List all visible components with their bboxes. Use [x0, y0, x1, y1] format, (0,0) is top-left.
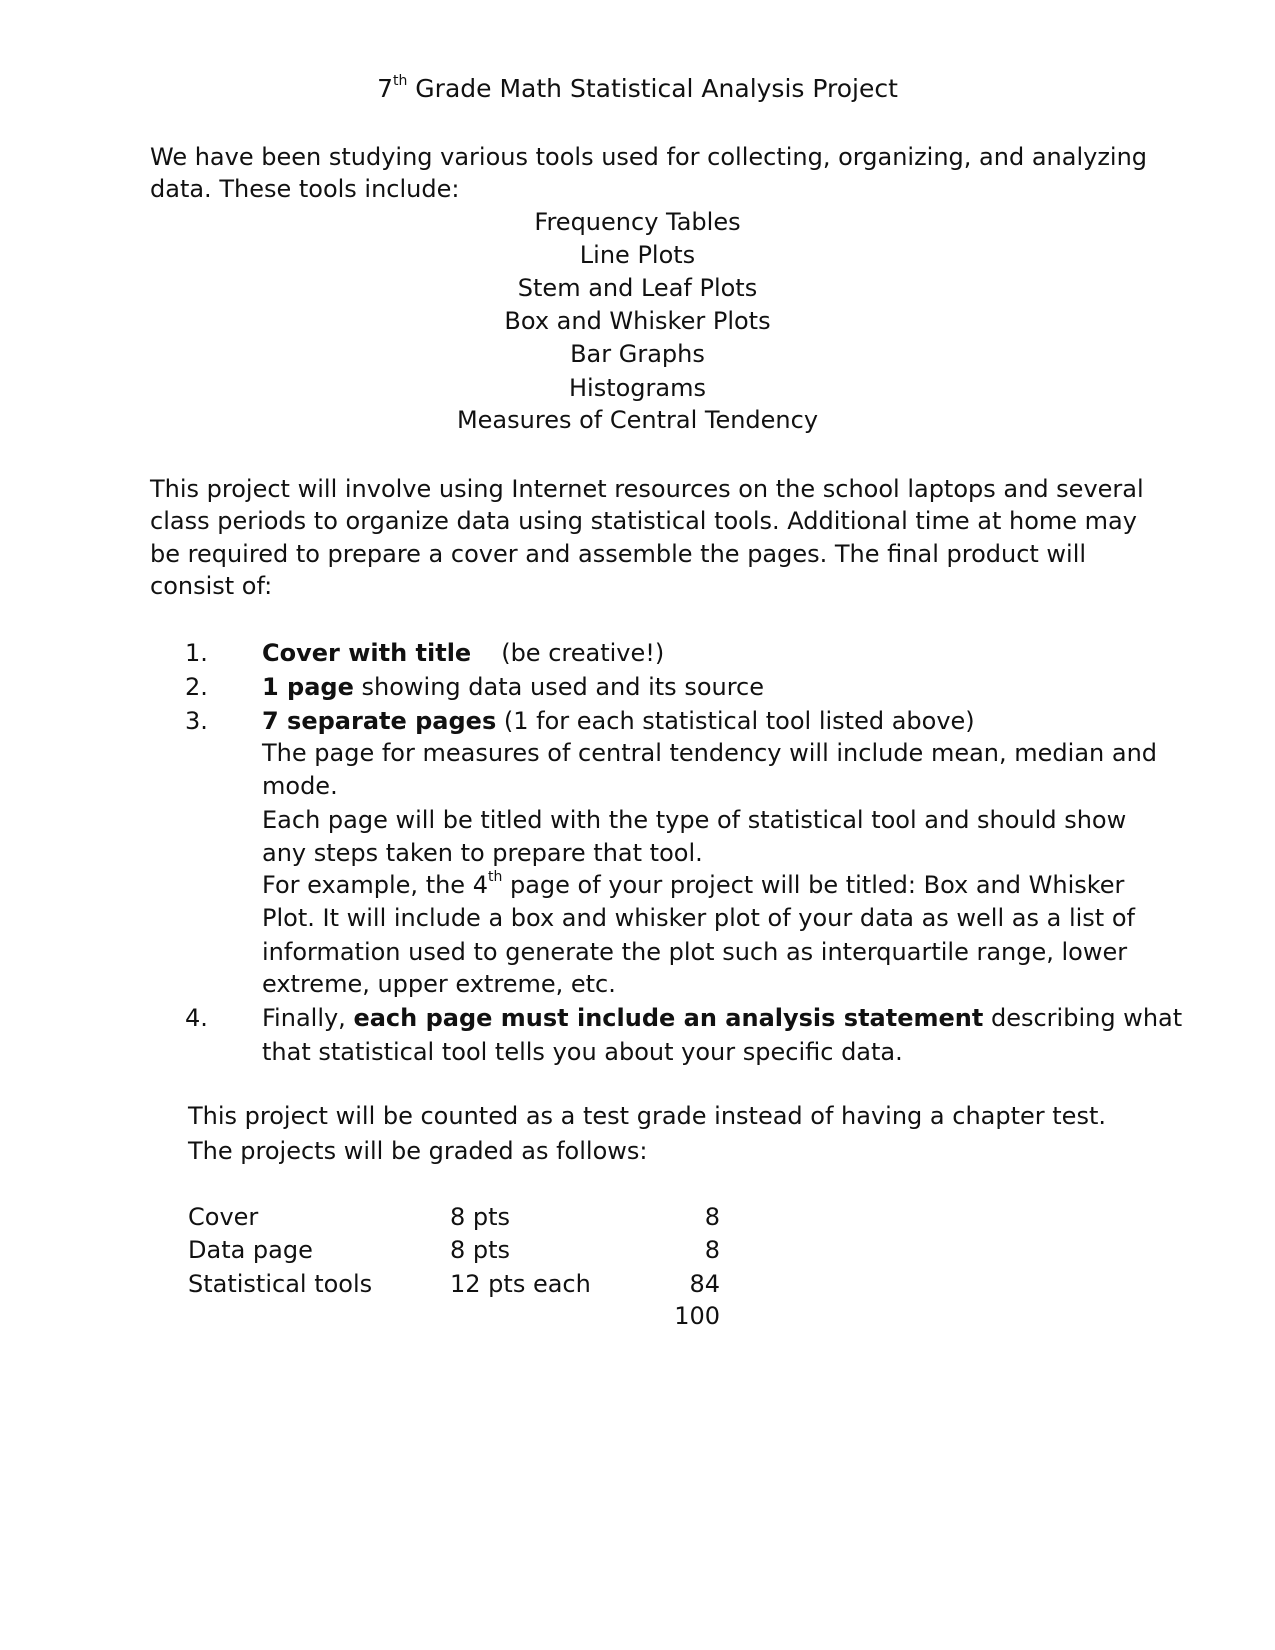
list-item-bold: 1 page [262, 673, 354, 701]
project-para-line-4: consist of: [150, 572, 273, 600]
list-item-cover [262, 641, 664, 665]
grading-grand-total: 100 [674, 1302, 720, 1330]
list-number: 1. [185, 639, 208, 667]
list-item-text-line: that statistical tool tells you about your specific data. [262, 1038, 903, 1066]
grading-points: 8 pts [450, 1203, 511, 1231]
grading-total: 8 [704, 1203, 720, 1231]
grading-total: 84 [689, 1270, 720, 1298]
list-item-bold: each page must include an analysis statement [353, 1004, 984, 1032]
project-para-line-3: be required to prepare a cover and assemble the pages. The final product will [150, 540, 1087, 568]
tool-item: Box and Whisker Plots [504, 307, 771, 335]
project-para-line-2: class periods to organize data using statistical tools. Additional time at home may [150, 507, 1137, 535]
list-item-bold: 7 separate pages [262, 707, 497, 735]
grading-item: Data page [188, 1236, 313, 1264]
grading-points: 8 pts [450, 1236, 511, 1264]
list-item-text-line: mode. [262, 772, 338, 800]
grading-intro-line-1: This project will be counted as a test grade instead of having a chapter test. [188, 1102, 1106, 1130]
intro-line-1: We have been studying various tools used for collecting, organizing, and analyzing [150, 143, 1148, 171]
list-item-text-line [262, 869, 1125, 899]
title-text: Grade Math Statistical Analysis Project [407, 74, 898, 103]
example-text-start: For example, the 4 [262, 871, 488, 899]
title-number: 7 [377, 74, 393, 103]
tool-item: Line Plots [579, 241, 696, 269]
grading-item: Cover [188, 1203, 259, 1231]
tool-item: Histograms [568, 374, 706, 402]
list-item-text-line: information used to generate the plot such as interquartile range, lower [262, 938, 1128, 966]
list-item-text: (1 for each statistical tool listed above) [496, 707, 975, 735]
example-text-end: page of your project will be titled: Box and Whisker [502, 871, 1125, 899]
list-item-text: Finally, [262, 1004, 354, 1032]
list-item-bold: Cover with title [262, 639, 472, 667]
list-item-text-line: Each page will be titled with the type of statistical tool and should show [262, 806, 1127, 834]
intro-line-2: data. These tools include: [150, 175, 460, 203]
tool-item: Frequency Tables [534, 208, 741, 236]
list-item-analysis [262, 1006, 1182, 1030]
list-item-text-line: extreme, upper extreme, etc. [262, 970, 616, 998]
title-ordinal-suffix: th [392, 73, 408, 89]
list-item-separate-pages [262, 709, 975, 733]
tool-item: Bar Graphs [570, 340, 705, 368]
list-number: 4. [185, 1004, 208, 1032]
tool-item: Stem and Leaf Plots [517, 274, 758, 302]
list-item-data-page [262, 675, 764, 699]
list-item-text: describing what [983, 1004, 1183, 1032]
ordinal-suffix: th [487, 869, 503, 885]
list-item-text-line: Plot. It will include a box and whisker plot of your data as well as a list of [262, 904, 1135, 932]
grading-points: 12 pts each [450, 1270, 591, 1298]
list-item-text: showing data used and its source [353, 673, 765, 701]
grading-total: 8 [704, 1236, 720, 1264]
project-para-line-1: This project will involve using Internet resources on the school laptops and several [150, 475, 1144, 503]
grading-item: Statistical tools [188, 1270, 373, 1298]
grading-intro-line-2: The projects will be graded as follows: [188, 1137, 648, 1165]
list-item-text: (be creative!) [501, 639, 665, 667]
list-item-text-line: any steps taken to prepare that tool. [262, 839, 703, 867]
list-number: 3. [185, 707, 208, 735]
list-item-text-line: The page for measures of central tendency will include mean, median and [262, 739, 1158, 767]
page-title [0, 73, 1275, 103]
list-number: 2. [185, 673, 208, 701]
tool-item: Measures of Central Tendency [456, 406, 819, 434]
